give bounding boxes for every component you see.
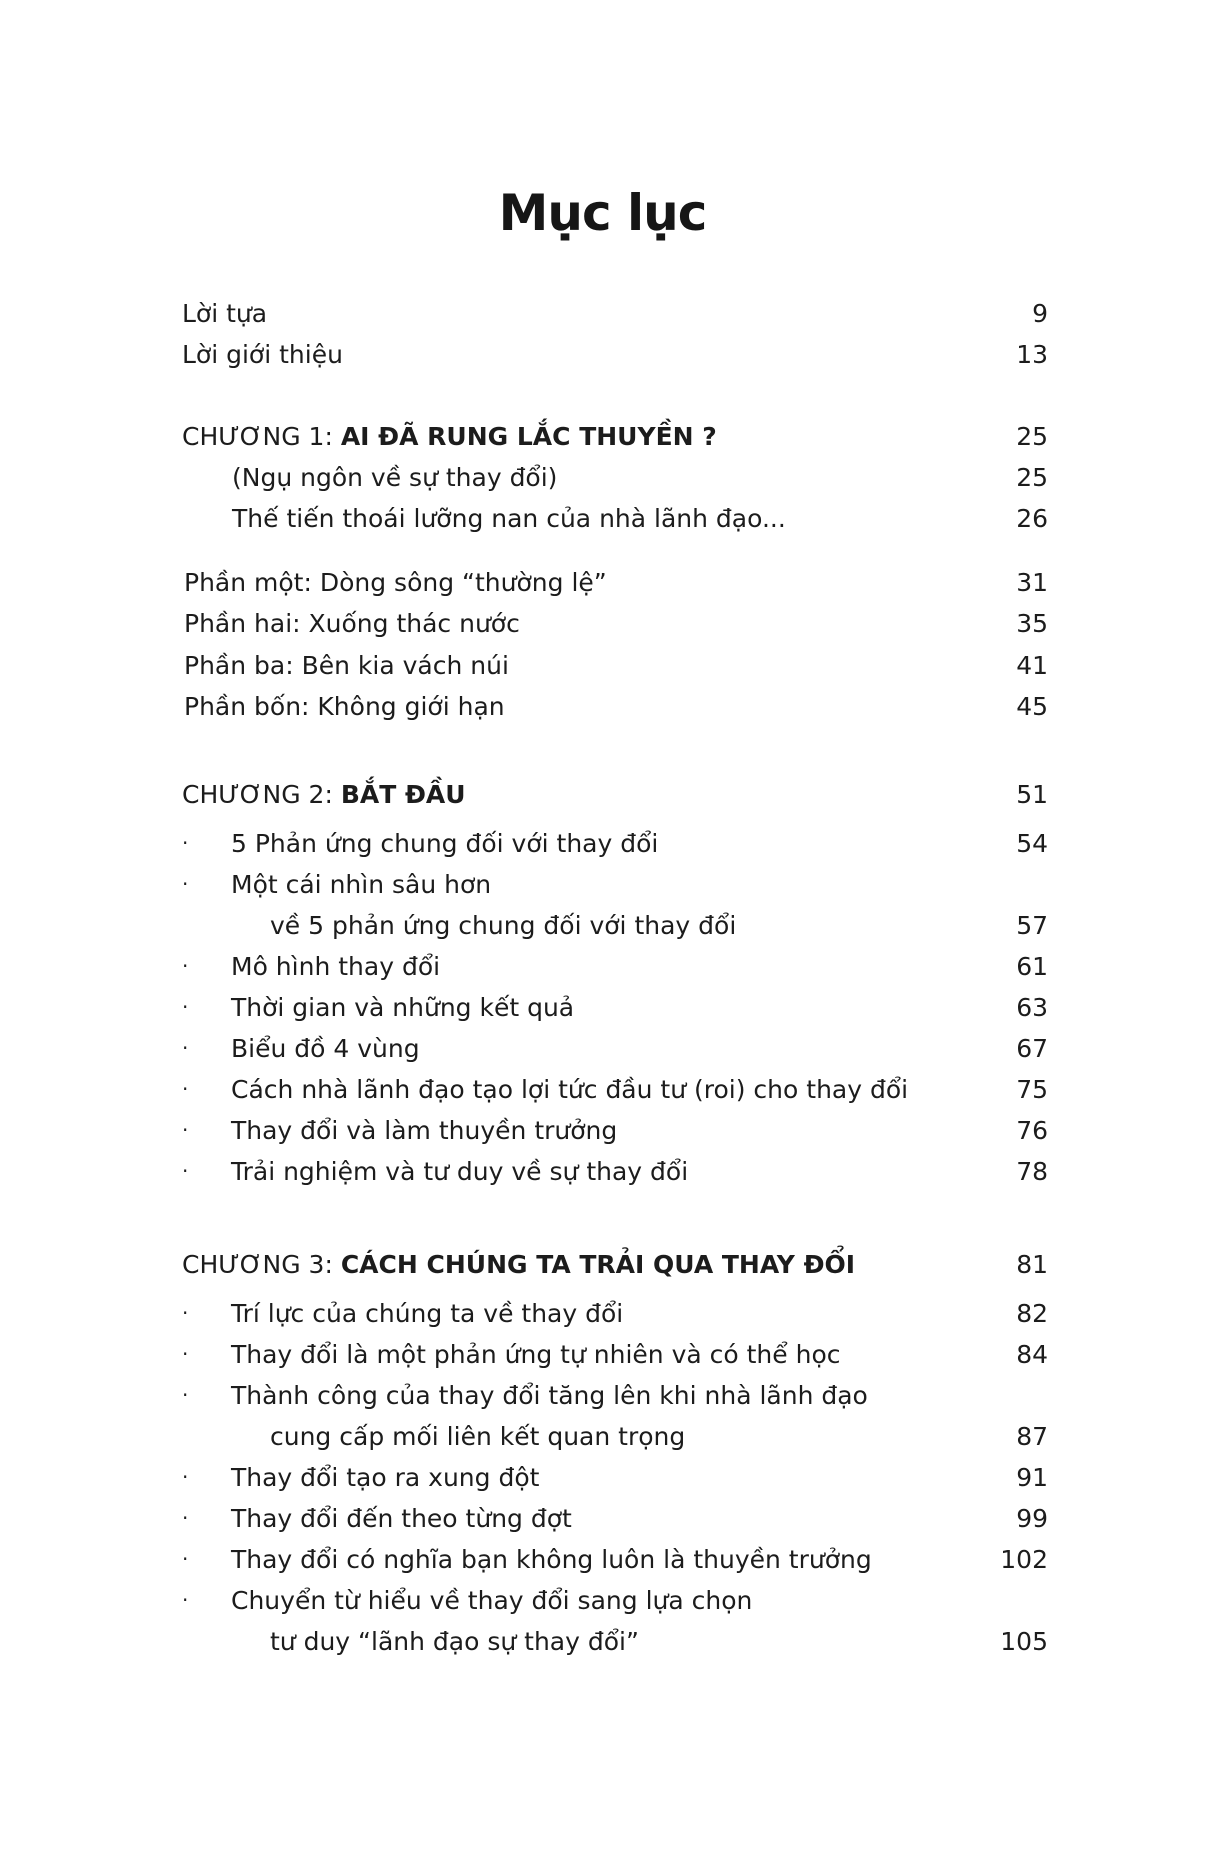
- bullet-icon: ·: [182, 1301, 189, 1325]
- bullet-icon: ·: [182, 1159, 189, 1183]
- toc-bullet-entry[interactable]: [182, 1293, 1048, 1334]
- chapter-heading: [182, 1244, 855, 1285]
- entry-page: 26: [1016, 504, 1048, 533]
- toc-entry-preface[interactable]: [182, 293, 1048, 334]
- entry-label: Trải nghiệm và tư duy về sự thay đổi: [231, 1157, 689, 1186]
- toc-bullet-entry[interactable]: [182, 864, 1048, 905]
- toc-bullet-entry[interactable]: [182, 823, 1048, 864]
- entry-page: 105: [1000, 1627, 1048, 1656]
- entry-label: Một cái nhìn sâu hơn: [231, 870, 492, 899]
- bullet-icon: ·: [182, 872, 189, 896]
- bullet-icon: ·: [182, 831, 189, 855]
- toc-bullet-entry[interactable]: [182, 1110, 1048, 1151]
- chapter-title: BẮT ĐẦU: [340, 780, 466, 809]
- entry-label: Cách nhà lãnh đạo tạo lợi tức đầu tư (roi) cho thay đổi: [231, 1075, 909, 1104]
- entry-label: Phần bốn: Không giới hạn: [184, 692, 505, 721]
- bullet-icon: ·: [182, 1342, 189, 1366]
- bullet-icon: ·: [182, 1036, 189, 1060]
- entry-page: 82: [1016, 1299, 1048, 1328]
- chapter-heading: [182, 774, 466, 815]
- entry-page: 102: [1000, 1545, 1048, 1574]
- entry-label: Thay đổi có nghĩa bạn không luôn là thuyền trưởng: [231, 1545, 872, 1574]
- entry-page: 91: [1016, 1463, 1048, 1492]
- entry-label: Thay đổi tạo ra xung đột: [231, 1463, 540, 1492]
- entry-label-continuation: cung cấp mối liên kết quan trọng: [270, 1422, 686, 1451]
- entry-label: Lời giới thiệu: [182, 340, 343, 369]
- entry-page: 84: [1016, 1340, 1048, 1369]
- toc-subentry[interactable]: [182, 457, 1048, 498]
- entry-page: 41: [1016, 651, 1048, 680]
- toc-bullet-entry[interactable]: [182, 1580, 1048, 1621]
- entry-page: 25: [1016, 422, 1048, 451]
- entry-label: Thay đổi là một phản ứng tự nhiên và có thể học: [231, 1340, 841, 1369]
- entry-label: Trí lực của chúng ta về thay đổi: [231, 1299, 624, 1328]
- entry-page: 63: [1016, 993, 1048, 1022]
- toc-entry-introduction[interactable]: [182, 334, 1048, 375]
- chapter-heading: [182, 416, 717, 457]
- entry-label: Phần một: Dòng sông “thường lệ”: [184, 568, 607, 597]
- entry-page: 81: [1016, 1250, 1048, 1279]
- entry-label: Mô hình thay đổi: [231, 952, 441, 981]
- entry-page: 87: [1016, 1422, 1048, 1451]
- entry-label: Thay đổi đến theo từng đợt: [231, 1504, 572, 1533]
- entry-page: 9: [1032, 299, 1048, 328]
- entry-label: Thành công của thay đổi tăng lên khi nhà lãnh đạo: [231, 1381, 868, 1410]
- toc-bullet-entry[interactable]: [182, 946, 1048, 987]
- toc-subentry[interactable]: [182, 498, 1048, 539]
- toc-bullet-continuation[interactable]: [182, 905, 1048, 946]
- toc-chapter-3[interactable]: [182, 1244, 1048, 1285]
- page-title: Mục lục: [498, 184, 707, 242]
- chapter-title: AI ĐÃ RUNG LẮC THUYỀN ?: [340, 422, 717, 451]
- toc-part[interactable]: [182, 562, 1048, 603]
- toc-part[interactable]: [182, 603, 1048, 644]
- entry-page: 99: [1016, 1504, 1048, 1533]
- toc-bullet-entry[interactable]: [182, 1539, 1048, 1580]
- toc-bullet-entry[interactable]: [182, 1028, 1048, 1069]
- entry-page: 25: [1016, 463, 1048, 492]
- toc-part[interactable]: [182, 686, 1048, 727]
- entry-label: Thế tiến thoái lưỡng nan của nhà lãnh đạo...: [232, 504, 786, 533]
- toc-chapter-1[interactable]: [182, 416, 1048, 457]
- bullet-icon: ·: [182, 1118, 189, 1142]
- bullet-icon: ·: [182, 1506, 189, 1530]
- entry-label: Thời gian và những kết quả: [231, 993, 575, 1022]
- toc-bullet-entry[interactable]: [182, 1069, 1048, 1110]
- entry-label-continuation: tư duy “lãnh đạo sự thay đổi”: [270, 1627, 639, 1656]
- toc-bullet-entry[interactable]: [182, 1375, 1048, 1416]
- bullet-icon: ·: [182, 1465, 189, 1489]
- toc-part[interactable]: [182, 645, 1048, 686]
- entry-page: 13: [1016, 340, 1048, 369]
- toc-bullet-entry[interactable]: [182, 1498, 1048, 1539]
- entry-label: Chuyển từ hiểu về thay đổi sang lựa chọn: [231, 1586, 753, 1615]
- entry-label: Biểu đồ 4 vùng: [231, 1034, 420, 1063]
- entry-label: (Ngụ ngôn về sự thay đổi): [232, 463, 558, 492]
- entry-label: Thay đổi và làm thuyền trưởng: [231, 1116, 618, 1145]
- chapter-prefix: CHƯƠNG 1:: [182, 422, 341, 451]
- chapter-prefix: CHƯƠNG 2:: [182, 780, 341, 809]
- bullet-icon: ·: [182, 995, 189, 1019]
- entry-page: 67: [1016, 1034, 1048, 1063]
- entry-page: 61: [1016, 952, 1048, 981]
- toc-bullet-continuation[interactable]: [182, 1416, 1048, 1457]
- chapter-title: CÁCH CHÚNG TA TRẢI QUA THAY ĐỔI: [340, 1250, 856, 1279]
- entry-label: Lời tựa: [182, 299, 268, 328]
- entry-page: 51: [1016, 780, 1048, 809]
- bullet-icon: ·: [182, 1588, 189, 1612]
- entry-label: 5 Phản ứng chung đối với thay đổi: [231, 829, 659, 858]
- bullet-icon: ·: [182, 1077, 189, 1101]
- entry-page: 54: [1016, 829, 1048, 858]
- entry-page: 31: [1016, 568, 1048, 597]
- toc-chapter-2[interactable]: [182, 774, 1048, 815]
- entry-label-continuation: về 5 phản ứng chung đối với thay đổi: [270, 911, 737, 940]
- entry-label: Phần ba: Bên kia vách núi: [184, 651, 509, 680]
- bullet-icon: ·: [182, 1383, 189, 1407]
- toc-bullet-entry[interactable]: [182, 1334, 1048, 1375]
- toc-bullet-continuation[interactable]: [182, 1621, 1048, 1662]
- entry-page: 78: [1016, 1157, 1048, 1186]
- chapter-prefix: CHƯƠNG 3:: [182, 1250, 341, 1279]
- toc-bullet-entry[interactable]: [182, 987, 1048, 1028]
- entry-page: 35: [1016, 609, 1048, 638]
- entry-page: 76: [1016, 1116, 1048, 1145]
- bullet-icon: ·: [182, 954, 189, 978]
- entry-page: 75: [1016, 1075, 1048, 1104]
- toc-bullet-entry[interactable]: [182, 1457, 1048, 1498]
- entry-label: Phần hai: Xuống thác nước: [184, 609, 520, 638]
- entry-page: 45: [1016, 692, 1048, 721]
- toc-bullet-entry[interactable]: [182, 1151, 1048, 1192]
- entry-page: 57: [1016, 911, 1048, 940]
- bullet-icon: ·: [182, 1547, 189, 1571]
